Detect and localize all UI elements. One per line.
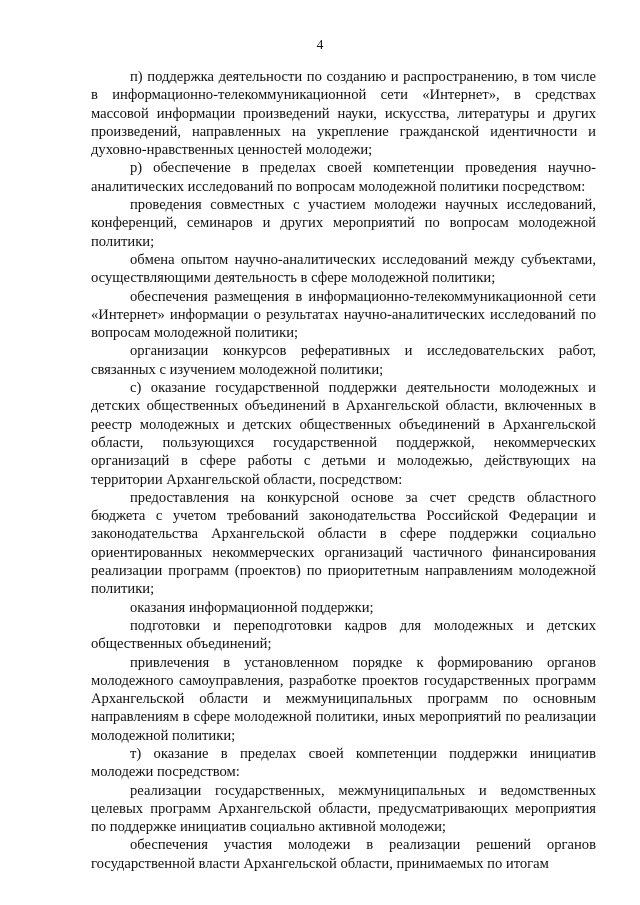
paragraph-subitem: реализации государственных, межмуниципальных и ведомственных целевых программ Архангельской области, предусматривающих мероприятия по поддержке инициатив социально активной молодежи;: [91, 782, 596, 836]
paragraph-subitem: проведения совместных с участием молодежи научных исследований, конференций, семинаров и других мероприятий по вопросам молодежной политики;: [91, 197, 596, 250]
paragraph-item-s: с) оказание государственной поддержки деятельности молодежных и детских общественных объединений в Архангельской области, включенных в реестр молодежных и детских общественных объединений в Архангельской области, пользующихся государственной поддержкой, некоммерческих организаций в сфере работы с детьми и молодежью, действующих на территории Архангельской области, посредством:: [91, 380, 596, 488]
paragraph-subitem: предоставления на конкурсной основе за счет средств областного бюджета с учетом требований законодательства Российской Федерации и законодательства Архангельской области в сфере поддержки социально ориентированных некоммерческих организаций частичного финансирования реализации программ (проектов) по приоритетным направлениям молодежной политики;: [91, 489, 596, 598]
paragraph-subitem: подготовки и переподготовки кадров для молодежных и детских общественных объединений;: [91, 617, 596, 653]
paragraph-item-r: р) обеспечение в пределах своей компетенции проведения научно-аналитических исследований по вопросам молодежной политики посредством:: [91, 160, 596, 195]
paragraph-item-p: п) поддержка деятельности по созданию и распространению, в том числе в информационно-телекоммуникационной сети «Интернет», в средствах массовой информации произведений науки, искусства, литературы и других произведений, направленных на укрепление гражданской идентичности и духовно-нравственных ценностей молодежи;: [91, 69, 596, 159]
paragraph-subitem: обмена опытом научно-аналитических исследований между субъектами, осуществляющими деятельность в сфере молодежной политики;: [91, 251, 596, 287]
paragraph-subitem: оказания информационной поддержки;: [130, 599, 374, 616]
paragraph-item-t: т) оказание в пределах своей компетенции поддержки инициатив молодежи посредством:: [91, 745, 596, 781]
page-number: 4: [316, 37, 324, 52]
paragraph-subitem: привлечения в установленном порядке к формированию органов молодежного самоуправления, разработке проектов государственных программ Архангельской области и межмуниципальных программ по основным направлениям в сфере молодежной политики, иных мероприятий по реализации молодежной политики;: [91, 654, 596, 744]
document-body: [91, 68, 596, 873]
paragraph-subitem: обеспечения участия молодежи в реализации решений органов государственной власти Архангельской области, принимаемых по итогам: [91, 837, 596, 872]
paragraph-subitem: обеспечения размещения в информационно-телекоммуникационной сети «Интернет» информации о результатах научно-аналитических исследований по вопросам молодежной политики;: [91, 288, 596, 342]
paragraph-subitem: организации конкурсов реферативных и исследовательских работ, связанных с изучением молодежной политики;: [91, 343, 596, 378]
